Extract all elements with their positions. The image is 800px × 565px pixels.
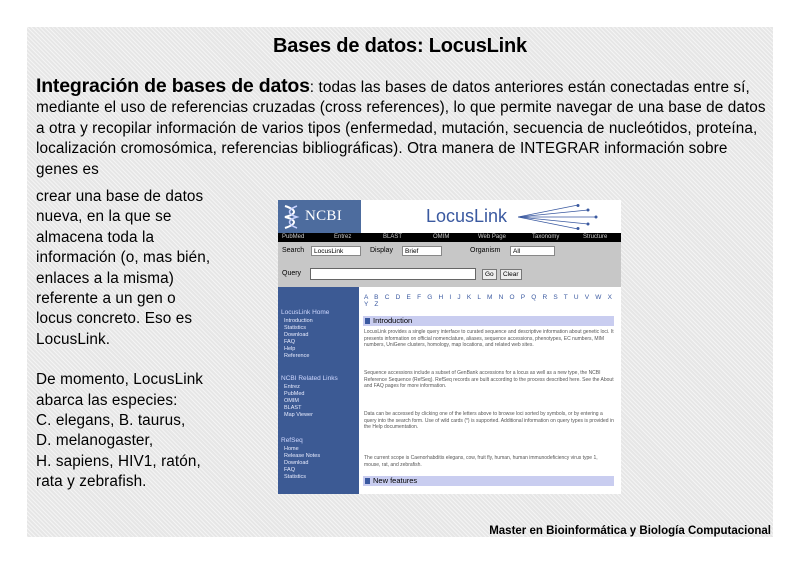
sidebar-item[interactable]: Introduction [284,318,313,324]
sidebar-item[interactable]: FAQ [284,339,296,345]
intro-paragraph-4: The current scope is Caenorhabditis elegans, cow, fruit fly, human, human immunodeficiency virus type 1, mouse, rat, and zebrafish. [364,455,598,468]
species-line: rata y zebrafish. [36,473,147,491]
locuslink-screenshot [278,200,621,494]
go-button[interactable]: Go [482,269,497,280]
rays-icon [518,204,618,230]
intro-paragraph-2: Sequence accessions include a subset of GenBank accessions for a locus as well as a new type, the NCBI Reference Sequence (RefSeq). RefSeq records are built according to the process described here. See the About and FAQ pages for more information. [364,370,614,390]
ncbi-logo-text: NCBI [305,208,343,224]
species-line: C. elegans, B. taurus, [36,412,186,430]
sidebar-heading: NCBI Related Links [281,375,338,382]
banner [278,200,621,233]
sidebar-item[interactable]: Map Viewer [284,412,313,418]
query-label: Query [282,270,302,277]
sidebar-heading: LocusLink Home [281,309,330,316]
left-line: locus concreto. Eso es [36,310,193,328]
query-input[interactable] [310,268,476,280]
sidebar [278,287,359,494]
nav-link[interactable]: Entrez [334,234,352,240]
species-line: abarca las especies: [36,391,178,409]
sidebar-item[interactable]: Home [284,446,299,452]
locuslink-logo: LocusLink [426,206,508,226]
sidebar-heading: RefSeq [281,437,303,444]
sidebar-item[interactable]: Statistics [284,474,307,480]
nav-link[interactable]: Structure [583,234,608,240]
search-label: Search [282,247,305,254]
intro-paragraph-3: Data can be accessed by clicking one of the letters above to browse loci sorted by symbols, or by entering a query into the search form. Use of wild cards (*) is supported. Additional information on query types is provided in the Help documentation. [364,411,614,431]
display-label: Display [370,247,393,254]
slide [27,27,773,537]
left-line: nueva, en la que se [36,208,172,226]
alphabet-index[interactable]: A B C D E F G H I J K L M N O P Q R S T U V W X Y Z [364,294,615,308]
nav-link[interactable]: Web Page [478,234,506,240]
display-select[interactable]: Brief [402,246,442,256]
sidebar-item[interactable]: Entrez [284,384,300,390]
sidebar-item[interactable]: FAQ [284,467,296,473]
sidebar-item[interactable]: PubMed [284,391,305,397]
search-bar [278,242,621,287]
sidebar-item[interactable]: Statistics [284,325,307,331]
left-line: información (o, mas bién, [36,249,211,267]
ncbi-navbar [278,233,621,242]
sidebar-item[interactable]: Help [284,346,296,352]
paragraph-text: : todas las bases de datos anteriores están conectadas entre sí, mediante el uso de referencias cruzadas (cross references), lo que permite navegar de una base de datos a otra y recopilar información de varios tipos (enfermedad, mutación, secuencia de nucleótidos, proteína, localización cromosómica, referencias bibliográficas). Otra manera de INTEGRAR información sobre genes es [36,79,766,178]
clear-button[interactable]: Clear [500,269,522,280]
nav-link[interactable]: Taxonomy [532,234,560,240]
organism-select[interactable]: All [510,246,555,256]
left-line: enlaces a la misma) [36,269,174,287]
species-line: De momento, LocusLink [36,371,204,389]
sidebar-item[interactable]: Release Notes [284,453,321,459]
sidebar-item[interactable]: Reference [284,353,310,359]
ncbi-logo-box[interactable] [278,200,361,233]
left-line: LocusLink. [36,330,111,348]
left-line: crear una base de datos [36,188,204,205]
sidebar-item[interactable]: BLAST [284,405,302,411]
sidebar-item[interactable]: Download [284,460,309,466]
database-select[interactable]: LocusLink [311,246,361,256]
species-line: D. melanogaster, [36,432,154,450]
introduction-heading: Introduction [363,316,614,326]
content-pane [359,287,621,494]
left-text-block [36,187,276,493]
intro-paragraph [36,76,766,180]
new-features-heading: New features [363,476,614,486]
dna-helix-icon [281,204,303,230]
sidebar-item[interactable]: OMIM [284,398,299,404]
left-line: almacena toda la [36,228,155,246]
slide-title: Bases de datos: LocusLink [273,35,527,57]
species-line: H. sapiens, HIV1, ratón, [36,452,201,470]
nav-link[interactable]: BLAST [383,234,403,240]
lead-phrase: Integración de bases de datos [36,75,310,97]
organism-label: Organism [470,247,501,254]
nav-link[interactable]: OMIM [433,234,450,240]
left-line: referente a un gen o [36,290,176,308]
footer-credit: Master en Bioinformática y Biología Computacional [489,525,771,537]
sidebar-item[interactable]: Download [284,332,309,338]
nav-link[interactable]: PubMed [282,234,305,240]
intro-paragraph-1: LocusLink provides a single query interface to curated sequence and descriptive information about genetic loci. It presents information on official nomenclature, aliases, sequence accessions, phenotypes, EC numbers, MIM numbers, UniGene clusters, homology, map locations, and related web sites. [364,329,614,349]
